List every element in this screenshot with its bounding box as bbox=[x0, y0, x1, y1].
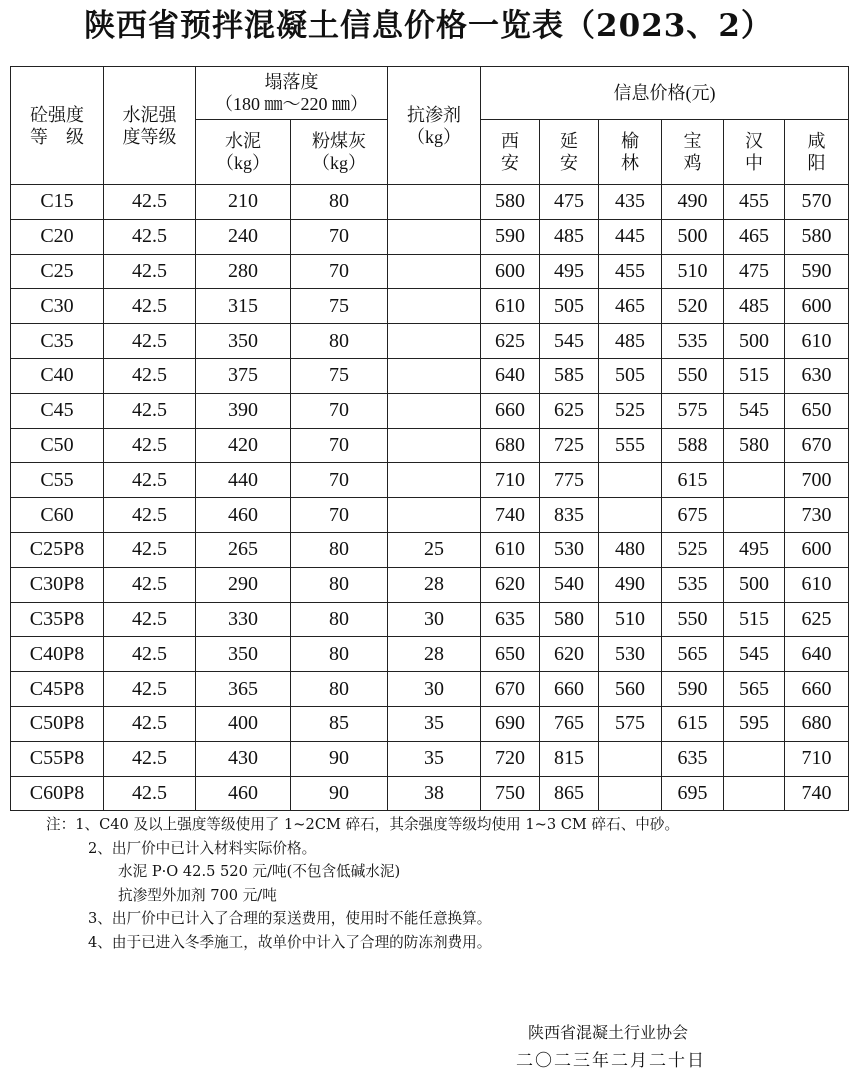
cell-grade: C40P8 bbox=[11, 637, 104, 672]
table-row bbox=[11, 741, 849, 776]
cell-price: 610 bbox=[481, 532, 540, 567]
cell-antiseep bbox=[388, 358, 481, 393]
cell-price: 720 bbox=[481, 741, 540, 776]
cell-antiseep: 28 bbox=[388, 567, 481, 602]
cell-price: 490 bbox=[599, 567, 662, 602]
header-row-1 bbox=[11, 67, 849, 120]
cell-fly-ash: 80 bbox=[291, 567, 388, 602]
cell-grade: C35P8 bbox=[11, 602, 104, 637]
cell-price: 550 bbox=[662, 602, 724, 637]
cell-price bbox=[599, 776, 662, 811]
table-row bbox=[11, 358, 849, 393]
cell-grade: C25P8 bbox=[11, 532, 104, 567]
header-cement-grade: 水泥强 度等级 bbox=[104, 67, 196, 185]
cell-price: 695 bbox=[662, 776, 724, 811]
cell-price: 690 bbox=[481, 706, 540, 741]
cell-price: 675 bbox=[662, 498, 724, 533]
note-2-cement: 水泥 P·O 42.5 520 元/吨(不包含低碱水泥) bbox=[118, 863, 401, 880]
table-body bbox=[11, 185, 849, 811]
cell-price: 615 bbox=[662, 706, 724, 741]
cell-antiseep: 28 bbox=[388, 637, 481, 672]
cell-cement-grade: 42.5 bbox=[104, 324, 196, 359]
cell-price: 610 bbox=[785, 567, 849, 602]
cell-price: 630 bbox=[785, 358, 849, 393]
cell-price bbox=[599, 463, 662, 498]
cell-price: 500 bbox=[724, 324, 785, 359]
header-slump: 塌落度 （180 ㎜～220 ㎜） bbox=[196, 67, 388, 120]
cell-price: 535 bbox=[662, 324, 724, 359]
cell-fly-ash: 90 bbox=[291, 741, 388, 776]
header-cement: 水泥 （kg） bbox=[196, 120, 291, 185]
cell-price: 465 bbox=[599, 289, 662, 324]
table-row bbox=[11, 532, 849, 567]
cell-price: 590 bbox=[481, 219, 540, 254]
cell-price: 485 bbox=[540, 219, 599, 254]
cell-price: 545 bbox=[540, 324, 599, 359]
cell-price: 565 bbox=[662, 637, 724, 672]
cell-price: 550 bbox=[662, 358, 724, 393]
cell-antiseep: 30 bbox=[388, 672, 481, 707]
cell-fly-ash: 70 bbox=[291, 219, 388, 254]
cell-price: 650 bbox=[481, 637, 540, 672]
cell-price: 490 bbox=[662, 185, 724, 220]
cell-price: 600 bbox=[481, 254, 540, 289]
cell-cement: 330 bbox=[196, 602, 291, 637]
cell-price: 615 bbox=[662, 463, 724, 498]
cell-grade: C50 bbox=[11, 428, 104, 463]
cell-price: 710 bbox=[481, 463, 540, 498]
cell-price: 575 bbox=[662, 393, 724, 428]
cell-price: 455 bbox=[724, 185, 785, 220]
cell-price: 635 bbox=[481, 602, 540, 637]
cell-antiseep bbox=[388, 428, 481, 463]
cell-grade: C45 bbox=[11, 393, 104, 428]
table-row bbox=[11, 428, 849, 463]
cell-price: 590 bbox=[662, 672, 724, 707]
cell-cement-grade: 42.5 bbox=[104, 185, 196, 220]
cell-price: 505 bbox=[540, 289, 599, 324]
cell-cement: 315 bbox=[196, 289, 291, 324]
cell-price: 625 bbox=[540, 393, 599, 428]
cell-fly-ash: 80 bbox=[291, 672, 388, 707]
notes bbox=[46, 813, 851, 954]
table-row bbox=[11, 706, 849, 741]
cell-price: 510 bbox=[662, 254, 724, 289]
cell-price: 590 bbox=[785, 254, 849, 289]
cell-cement-grade: 42.5 bbox=[104, 637, 196, 672]
cell-cement: 240 bbox=[196, 219, 291, 254]
cell-price bbox=[724, 741, 785, 776]
cell-cement: 440 bbox=[196, 463, 291, 498]
cell-price: 565 bbox=[724, 672, 785, 707]
cell-price: 545 bbox=[724, 393, 785, 428]
header-city-xianyang: 咸 阳 bbox=[785, 120, 849, 185]
cell-fly-ash: 85 bbox=[291, 706, 388, 741]
cell-cement-grade: 42.5 bbox=[104, 428, 196, 463]
cell-fly-ash: 80 bbox=[291, 532, 388, 567]
table-row bbox=[11, 672, 849, 707]
cell-price: 610 bbox=[481, 289, 540, 324]
header-city-yulin: 榆 林 bbox=[599, 120, 662, 185]
cell-cement: 365 bbox=[196, 672, 291, 707]
cell-price bbox=[724, 463, 785, 498]
cell-price: 600 bbox=[785, 289, 849, 324]
cell-price: 520 bbox=[662, 289, 724, 324]
cell-cement: 460 bbox=[196, 776, 291, 811]
cell-price: 775 bbox=[540, 463, 599, 498]
cell-price: 740 bbox=[481, 498, 540, 533]
cell-cement: 460 bbox=[196, 498, 291, 533]
cell-price: 650 bbox=[785, 393, 849, 428]
cell-price: 660 bbox=[785, 672, 849, 707]
cell-cement-grade: 42.5 bbox=[104, 219, 196, 254]
cell-grade: C35 bbox=[11, 324, 104, 359]
cell-price: 725 bbox=[540, 428, 599, 463]
cell-price: 835 bbox=[540, 498, 599, 533]
cell-antiseep: 35 bbox=[388, 741, 481, 776]
note-4: 4、由于已进入冬季施工，故单价中计入了合理的防冻剂费用。 bbox=[88, 933, 492, 951]
footer-organization: 陕西省混凝土行业协会 bbox=[528, 1023, 689, 1042]
cell-price: 865 bbox=[540, 776, 599, 811]
cell-price: 525 bbox=[662, 532, 724, 567]
cell-price: 455 bbox=[599, 254, 662, 289]
cell-grade: C20 bbox=[11, 219, 104, 254]
cell-antiseep: 30 bbox=[388, 602, 481, 637]
cell-cement: 210 bbox=[196, 185, 291, 220]
cell-antiseep: 25 bbox=[388, 532, 481, 567]
cell-price: 700 bbox=[785, 463, 849, 498]
cell-price: 640 bbox=[481, 358, 540, 393]
cell-price: 600 bbox=[785, 532, 849, 567]
cell-price: 505 bbox=[599, 358, 662, 393]
table-row bbox=[11, 602, 849, 637]
cell-price: 580 bbox=[724, 428, 785, 463]
header-city-yanan: 延 安 bbox=[540, 120, 599, 185]
cell-price: 480 bbox=[599, 532, 662, 567]
footer-date: 二〇二三年二月二十日 bbox=[516, 1051, 706, 1071]
cell-cement: 430 bbox=[196, 741, 291, 776]
cell-antiseep bbox=[388, 254, 481, 289]
cell-cement-grade: 42.5 bbox=[104, 706, 196, 741]
cell-cement-grade: 42.5 bbox=[104, 602, 196, 637]
note-1: 注：1、C40 及以上强度等级使用了 1~2CM 碎石，其余强度等级均使用 1~3 CM 碎石、中砂。 bbox=[46, 816, 680, 833]
table-row bbox=[11, 219, 849, 254]
cell-price: 515 bbox=[724, 602, 785, 637]
table-row bbox=[11, 463, 849, 498]
cell-price: 510 bbox=[599, 602, 662, 637]
cell-antiseep bbox=[388, 463, 481, 498]
cell-grade: C50P8 bbox=[11, 706, 104, 741]
cell-cement: 400 bbox=[196, 706, 291, 741]
cell-price: 588 bbox=[662, 428, 724, 463]
cell-price bbox=[599, 741, 662, 776]
cell-antiseep bbox=[388, 324, 481, 359]
cell-grade: C60 bbox=[11, 498, 104, 533]
cell-price: 545 bbox=[724, 637, 785, 672]
cell-grade: C60P8 bbox=[11, 776, 104, 811]
cell-fly-ash: 80 bbox=[291, 637, 388, 672]
cell-price: 435 bbox=[599, 185, 662, 220]
table-row bbox=[11, 637, 849, 672]
cell-price: 635 bbox=[662, 741, 724, 776]
cell-price: 660 bbox=[540, 672, 599, 707]
table-row bbox=[11, 289, 849, 324]
cell-price: 625 bbox=[481, 324, 540, 359]
cell-price: 620 bbox=[540, 637, 599, 672]
cell-cement: 375 bbox=[196, 358, 291, 393]
cell-cement-grade: 42.5 bbox=[104, 463, 196, 498]
cell-price bbox=[724, 498, 785, 533]
cell-cement-grade: 42.5 bbox=[104, 393, 196, 428]
cell-price: 485 bbox=[599, 324, 662, 359]
cell-fly-ash: 70 bbox=[291, 498, 388, 533]
cell-price: 620 bbox=[481, 567, 540, 602]
table-row bbox=[11, 567, 849, 602]
cell-cement-grade: 42.5 bbox=[104, 498, 196, 533]
cell-price: 750 bbox=[481, 776, 540, 811]
cell-price: 610 bbox=[785, 324, 849, 359]
cell-price: 580 bbox=[481, 185, 540, 220]
cell-grade: C25 bbox=[11, 254, 104, 289]
note-2-additive: 抗渗型外加剂 700 元/吨 bbox=[118, 886, 277, 904]
cell-cement: 390 bbox=[196, 393, 291, 428]
cell-price: 670 bbox=[481, 672, 540, 707]
cell-price: 540 bbox=[540, 567, 599, 602]
header-antiseep: 抗渗剂 （kg） bbox=[388, 67, 481, 185]
note-3: 3、出厂价中已计入了合理的泵送费用，使用时不能任意换算。 bbox=[88, 910, 492, 927]
cell-price: 575 bbox=[599, 706, 662, 741]
cell-cement-grade: 42.5 bbox=[104, 776, 196, 811]
cell-price: 515 bbox=[724, 358, 785, 393]
cell-price: 740 bbox=[785, 776, 849, 811]
cell-cement-grade: 42.5 bbox=[104, 358, 196, 393]
cell-price: 495 bbox=[540, 254, 599, 289]
cell-price: 580 bbox=[785, 219, 849, 254]
cell-price: 475 bbox=[724, 254, 785, 289]
table-row bbox=[11, 776, 849, 811]
cell-grade: C40 bbox=[11, 358, 104, 393]
cell-price: 660 bbox=[481, 393, 540, 428]
cell-price: 670 bbox=[785, 428, 849, 463]
cell-fly-ash: 75 bbox=[291, 289, 388, 324]
cell-cement: 350 bbox=[196, 324, 291, 359]
cell-antiseep bbox=[388, 289, 481, 324]
cell-price: 530 bbox=[540, 532, 599, 567]
cell-fly-ash: 80 bbox=[291, 324, 388, 359]
cell-cement-grade: 42.5 bbox=[104, 567, 196, 602]
cell-fly-ash: 80 bbox=[291, 602, 388, 637]
cell-price: 500 bbox=[724, 567, 785, 602]
cell-price: 625 bbox=[785, 602, 849, 637]
cell-cement-grade: 42.5 bbox=[104, 254, 196, 289]
cell-antiseep: 35 bbox=[388, 706, 481, 741]
cell-antiseep bbox=[388, 185, 481, 220]
cell-price: 570 bbox=[785, 185, 849, 220]
table-row bbox=[11, 254, 849, 289]
header-strength-grade: 砼强度 等 级 bbox=[11, 67, 104, 185]
cell-price: 495 bbox=[724, 532, 785, 567]
cell-price: 680 bbox=[785, 706, 849, 741]
cell-cement-grade: 42.5 bbox=[104, 672, 196, 707]
table-row bbox=[11, 324, 849, 359]
cell-price: 585 bbox=[540, 358, 599, 393]
cell-fly-ash: 70 bbox=[291, 254, 388, 289]
cell-fly-ash: 75 bbox=[291, 358, 388, 393]
note-2: 2、出厂价中已计入材料实际价格。 bbox=[88, 839, 317, 857]
cell-price: 560 bbox=[599, 672, 662, 707]
cell-antiseep bbox=[388, 498, 481, 533]
cell-cement: 290 bbox=[196, 567, 291, 602]
cell-grade: C15 bbox=[11, 185, 104, 220]
cell-grade: C45P8 bbox=[11, 672, 104, 707]
cell-fly-ash: 80 bbox=[291, 185, 388, 220]
cell-grade: C55 bbox=[11, 463, 104, 498]
cell-price: 485 bbox=[724, 289, 785, 324]
cell-price: 475 bbox=[540, 185, 599, 220]
cell-price: 500 bbox=[662, 219, 724, 254]
table-row bbox=[11, 393, 849, 428]
cell-antiseep: 38 bbox=[388, 776, 481, 811]
header-price-info: 信息价格(元) bbox=[481, 67, 849, 120]
cell-cement-grade: 42.5 bbox=[104, 532, 196, 567]
cell-price: 815 bbox=[540, 741, 599, 776]
cell-cement-grade: 42.5 bbox=[104, 741, 196, 776]
cell-price: 595 bbox=[724, 706, 785, 741]
cell-cement: 280 bbox=[196, 254, 291, 289]
cell-fly-ash: 90 bbox=[291, 776, 388, 811]
cell-fly-ash: 70 bbox=[291, 428, 388, 463]
cell-grade: C55P8 bbox=[11, 741, 104, 776]
cell-price: 680 bbox=[481, 428, 540, 463]
cell-grade: C30 bbox=[11, 289, 104, 324]
cell-fly-ash: 70 bbox=[291, 463, 388, 498]
header-city-xian: 西 安 bbox=[481, 120, 540, 185]
cell-price bbox=[724, 776, 785, 811]
page-title: 陕西省预拌混凝土信息价格一览表（2023、2） bbox=[84, 8, 773, 44]
cell-price: 580 bbox=[540, 602, 599, 637]
cell-price: 525 bbox=[599, 393, 662, 428]
cell-cement: 265 bbox=[196, 532, 291, 567]
cell-cement-grade: 42.5 bbox=[104, 289, 196, 324]
cell-price: 710 bbox=[785, 741, 849, 776]
cell-price: 730 bbox=[785, 498, 849, 533]
cell-cement: 420 bbox=[196, 428, 291, 463]
cell-price: 465 bbox=[724, 219, 785, 254]
cell-price: 530 bbox=[599, 637, 662, 672]
cell-cement: 350 bbox=[196, 637, 291, 672]
cell-price: 765 bbox=[540, 706, 599, 741]
cell-price: 640 bbox=[785, 637, 849, 672]
header-city-baoji: 宝 鸡 bbox=[662, 120, 724, 185]
table-row bbox=[11, 498, 849, 533]
header-fly-ash: 粉煤灰 （kg） bbox=[291, 120, 388, 185]
cell-antiseep bbox=[388, 393, 481, 428]
cell-grade: C30P8 bbox=[11, 567, 104, 602]
table-row bbox=[11, 185, 849, 220]
cell-antiseep bbox=[388, 219, 481, 254]
cell-price: 555 bbox=[599, 428, 662, 463]
header-city-hanzhong: 汉 中 bbox=[724, 120, 785, 185]
cell-price bbox=[599, 498, 662, 533]
cell-fly-ash: 70 bbox=[291, 393, 388, 428]
cell-price: 445 bbox=[599, 219, 662, 254]
cell-price: 535 bbox=[662, 567, 724, 602]
price-table bbox=[10, 66, 849, 811]
